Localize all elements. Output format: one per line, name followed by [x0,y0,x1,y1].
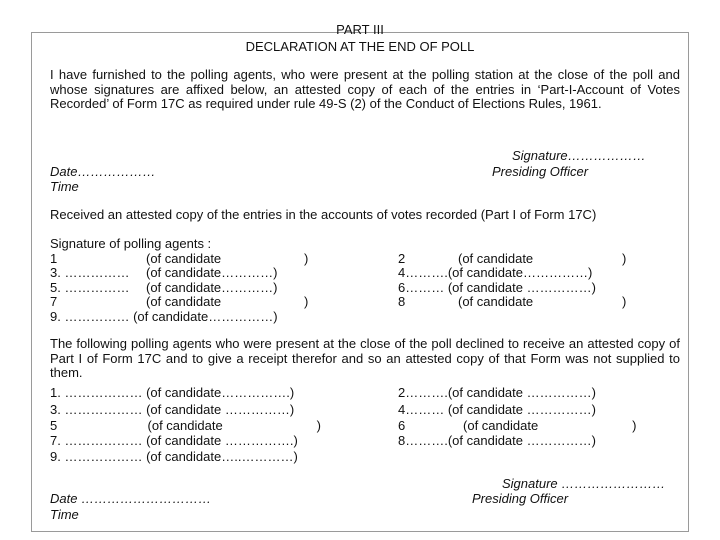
agent-7-close: ) [304,294,309,309]
agent-7-number: 7 [50,294,58,309]
declined-paragraph: The following polling agents who were present at the close of the poll declined to receive an attested copy of Part I of Form 17C and to give a receipt therefor and so an attested copy of that Form was not supplied to them. [50,336,680,380]
agent-5-number: 5. …………… [50,280,130,295]
agent-5-candidate: (of candidate…………) [146,280,278,295]
declined-agent-9: 9. ……………… (of candidate…..…………) [50,449,298,464]
part-heading: PART III [336,22,384,37]
agent-6-entry: 6……… (of candidate ……………) [398,280,596,295]
declined-agent-4: 4……… (of candidate ……………) [398,402,596,417]
agent-2-number: 2 [398,251,406,266]
agent-4-entry: 4……….(of candidate……………) [398,265,593,280]
agent-2-close: ) [622,251,627,266]
agent-8-candidate: (of candidate [458,294,534,309]
received-paragraph: Received an attested copy of the entries in the accounts of votes recorded (Part I of Form 17C) [50,207,597,222]
agent-1-number: 1 [50,251,58,266]
declined-agent-3: 3. ……………… (of candidate ……………) [50,402,295,417]
declaration-paragraph: I have furnished to the polling agents, who were present at the polling station at the close of the poll and whose signatures are affixed below, an attested copy of each of the entries in ‘Part-I-Account of Votes Recorded’ of Form 17C as required under rule 49-S (2) of the Conduct of Elections Rules, 1961. [50,67,680,111]
signature-line-1: Signature……………… [512,148,646,163]
date-line-1: Date……………… [50,164,156,179]
page-title: DECLARATION AT THE END OF POLL [245,39,475,54]
agent-1-close: ) [304,251,309,266]
agent-7-candidate: (of candidate [146,294,222,309]
declined-agent-5: 5 (of candidate ) [50,418,321,433]
declined-agent-1: 1. ……………… (of candidate…………….) [50,385,295,400]
signature-line-2: Signature …………………… [502,476,666,491]
agent-3-number: 3. …………… [50,265,130,280]
declined-agent-7: 7. ……………… (of candidate …………….) [50,433,298,448]
agent-8-number: 8 [398,294,406,309]
declined-agent-2: 2……….(of candidate ……………) [398,385,596,400]
declined-agent-8: 8……….(of candidate ……………) [398,433,596,448]
agent-2-candidate: (of candidate [458,251,534,266]
declined-agent-6: 6 (of candidate ) [398,418,637,433]
presiding-officer-label-2: Presiding Officer [472,491,569,506]
agent-9-entry: 9. …………… (of candidate……………) [50,309,278,324]
polling-agents-heading: Signature of polling agents : [50,236,212,251]
time-line-2: Time [50,507,79,522]
agent-8-close: ) [622,294,627,309]
presiding-officer-label-1: Presiding Officer [492,164,589,179]
date-line-2: Date ………………………… [50,491,212,506]
agent-3-candidate: (of candidate…………) [146,265,278,280]
time-line-1: Time [50,179,79,194]
agent-1-candidate: (of candidate [146,251,222,266]
